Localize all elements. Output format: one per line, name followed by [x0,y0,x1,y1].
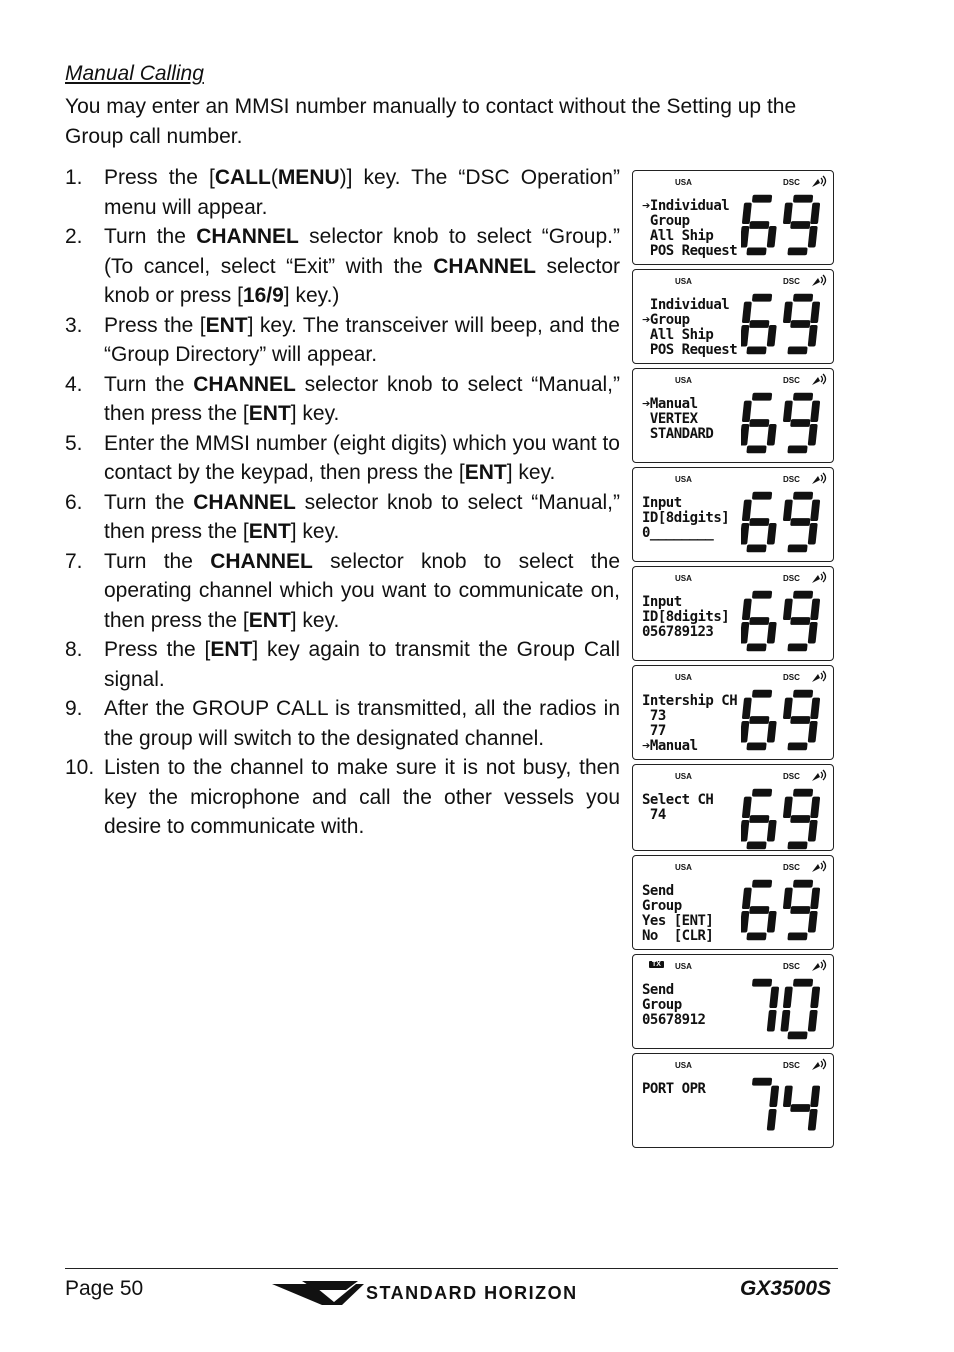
intro-paragraph: You may enter an MMSI number manually to contact without the Setting up the Group call number. [65,95,797,148]
lcd-text-line: Group [642,997,682,1013]
usa-indicator: USA [675,277,692,286]
dsc-indicator: DSC [783,863,800,872]
step-item [65,429,620,488]
lcd-screen [632,170,834,265]
step-number: 9. [65,697,83,720]
usa-indicator: USA [675,1061,692,1070]
lcd-text-line: ➔Manual [642,396,698,412]
lcd-text-line: ID[8digits] [642,510,730,526]
lcd-text-line: 74 [642,807,666,823]
channel-number [741,787,823,851]
lcd-text-line: 73 [642,708,666,724]
step-key-label: CHANNEL [193,490,296,514]
lcd-text-line: 05678912 [642,1012,706,1028]
step-text: Enter the MMSI number (eight digits) which you want to contact by the keypad, then press the [ [104,431,620,484]
section-title: Manual Calling [65,62,204,85]
dsc-signal-icon [809,372,829,388]
usa-indicator: USA [675,178,692,187]
lcd-text-lines [642,1082,705,1097]
footer-rule [65,1268,838,1269]
lcd-text-line: ➔Individual [642,198,730,214]
dsc-signal-icon [809,859,829,875]
step-item [65,635,620,694]
lcd-screen [632,269,834,364]
lcd-text-line: Yes [ENT] [642,913,714,929]
step-text: selector knob to select “Group.” (To cancel, select “Exit” with the [104,225,620,278]
step-text: selector knob to select “Manual,” then press the [ [104,490,621,543]
dsc-indicator: DSC [783,673,800,682]
lcd-screen [632,467,834,562]
step-item [65,753,620,842]
lcd-text-lines [642,983,705,1028]
lcd-text-line: Group [642,898,682,914]
step-key-label: ENT [248,402,291,425]
step-number: 3. [65,313,83,337]
lcd-text-line: Select CH [642,792,714,808]
lcd-text-line: Group [642,213,690,229]
lcd-screen [632,566,834,661]
lcd-text-lines [642,595,729,640]
step-text: Turn the [104,225,197,248]
lcd-text-line: STANDARD [642,426,714,442]
step-text: Press the [ [104,313,206,337]
lcd-text-line: Intership CH [642,693,738,709]
channel-number [741,688,823,754]
dsc-signal-icon [809,958,829,974]
step-text: Turn the [104,372,194,396]
lcd-text-line: VERTEX [642,411,698,427]
channel-number [741,977,823,1043]
channel-number [741,1076,823,1142]
dsc-indicator: DSC [783,376,800,385]
step-text: Press the [ [104,166,215,189]
lcd-screen [632,855,834,950]
step-text: ( [270,166,278,189]
lcd-text-line: All Ship [642,228,714,244]
step-key-label: 16/9 [242,284,284,307]
dsc-signal-icon [809,768,829,784]
channel-number [741,490,823,556]
lcd-text-line: PORT OPR [642,1081,706,1097]
step-item [65,488,620,547]
step-text: ] key. [290,402,340,425]
step-number: 5. [65,431,83,455]
lcd-text-line: All Ship [642,327,714,343]
lcd-text-line: 77 [642,723,666,739]
brand-name: STANDARD HORIZON [366,1283,578,1303]
step-key-label: CHANNEL [433,254,536,278]
step-text: Listen to the channel to make sure it is not busy, then key the microphone and call the other vessels you desire to communicate with. [104,756,620,838]
step-text: selector knob to select “Manual,” then press the [ [104,372,621,425]
step-key-label: ENT [205,313,248,337]
step-text: Turn the [104,490,194,514]
lcd-screen [632,954,834,1049]
lcd-text-line: POS Request [642,243,738,259]
dsc-indicator: DSC [783,962,800,971]
lcd-text-line: ➔Group [642,312,690,328]
step-text: selector knob to select the operating channel which you want to communicate on, then press the [ [104,549,621,632]
usa-indicator: USA [675,772,692,781]
step-text: After the GROUP CALL is transmitted, all the radios in the group will switch to the designated channel. [104,697,620,750]
step-text: ] key. The transceiver will beep, and the “Group Directory” will appear. [104,313,620,366]
dsc-signal-icon [809,174,829,190]
step-number: 10. [65,756,95,779]
step-text: selector knob or press [ [104,254,620,307]
lcd-screens [632,170,836,1152]
dsc-indicator: DSC [783,1061,800,1070]
step-text: ] key.) [283,284,340,307]
dsc-signal-icon [809,1057,829,1073]
step-key-label: MENU [277,166,340,189]
step-text: ] key. [506,461,556,484]
usa-indicator: USA [675,962,692,971]
step-number: 2. [65,225,83,248]
step-key-label: CHANNEL [196,225,299,248]
step-key-label: ENT [210,638,253,661]
model-name: GX3500S [740,1277,832,1300]
channel-number [741,292,823,358]
step-text: )] key. The “DSC Operation” menu will appear. [104,166,620,219]
lcd-text-lines [642,397,713,442]
lcd-text-line: Input [642,495,682,511]
lcd-text-line: ID[8digits] [642,609,730,625]
step-text: ] key again to transmit the Group Call signal. [104,638,620,691]
lcd-text-line: POS Request [642,342,738,358]
channel-number [741,589,823,655]
lcd-text-line: No [CLR] [642,928,714,944]
dsc-indicator: DSC [783,475,800,484]
step-key-label: CHANNEL [193,372,296,396]
lcd-screen [632,764,834,851]
lcd-screen [632,665,834,760]
lcd-text-lines [642,694,737,754]
lcd-text-line: Send [642,883,674,899]
lcd-screen [632,368,834,463]
step-key-label: ENT [248,608,291,632]
step-item [65,222,620,311]
tx-badge: TX [649,961,664,968]
dsc-signal-icon [809,570,829,586]
step-key-label: CHANNEL [210,549,313,573]
lcd-text-lines [642,884,713,944]
step-text: ] key. [290,608,340,632]
step-number: 6. [65,490,83,514]
lcd-text-line: 0________ [642,525,714,541]
step-key-label: CALL [214,166,271,189]
step-item [65,163,620,222]
channel-number [741,391,823,457]
lcd-text-line: Send [642,982,674,998]
step-key-label: ENT [248,520,291,543]
step-item [65,311,620,370]
lcd-text-line: Input [642,594,682,610]
step-text: Turn the [104,549,211,573]
step-number: 8. [65,638,83,661]
dsc-indicator: DSC [783,574,800,583]
usa-indicator: USA [675,475,692,484]
page-number: Page 50 [65,1277,144,1300]
lcd-text-lines [642,496,729,541]
step-text: Press the [ [104,638,211,661]
lcd-text-lines [642,199,737,259]
dsc-signal-icon [809,273,829,289]
lcd-text-line: ➔Manual [642,738,698,754]
usa-indicator: USA [675,673,692,682]
lcd-text-line: 056789123 [642,624,714,640]
step-item [65,547,620,636]
dsc-signal-icon [809,669,829,685]
step-number: 1. [65,166,83,189]
steps-list [65,163,620,842]
lcd-text-lines [642,793,713,823]
channel-number [741,878,823,944]
dsc-indicator: DSC [783,772,800,781]
lcd-text-lines [642,298,737,358]
channel-number [741,193,823,259]
step-number: 7. [65,549,83,573]
usa-indicator: USA [675,574,692,583]
step-item [65,370,620,429]
usa-indicator: USA [675,863,692,872]
usa-indicator: USA [675,376,692,385]
dsc-indicator: DSC [783,277,800,286]
step-item [65,694,620,753]
step-key-label: ENT [464,461,507,484]
dsc-signal-icon [809,471,829,487]
step-text: ] key. [290,520,340,543]
dsc-indicator: DSC [783,178,800,187]
lcd-screen [632,1053,834,1148]
step-number: 4. [65,372,83,396]
lcd-text-line: Individual [642,297,730,313]
